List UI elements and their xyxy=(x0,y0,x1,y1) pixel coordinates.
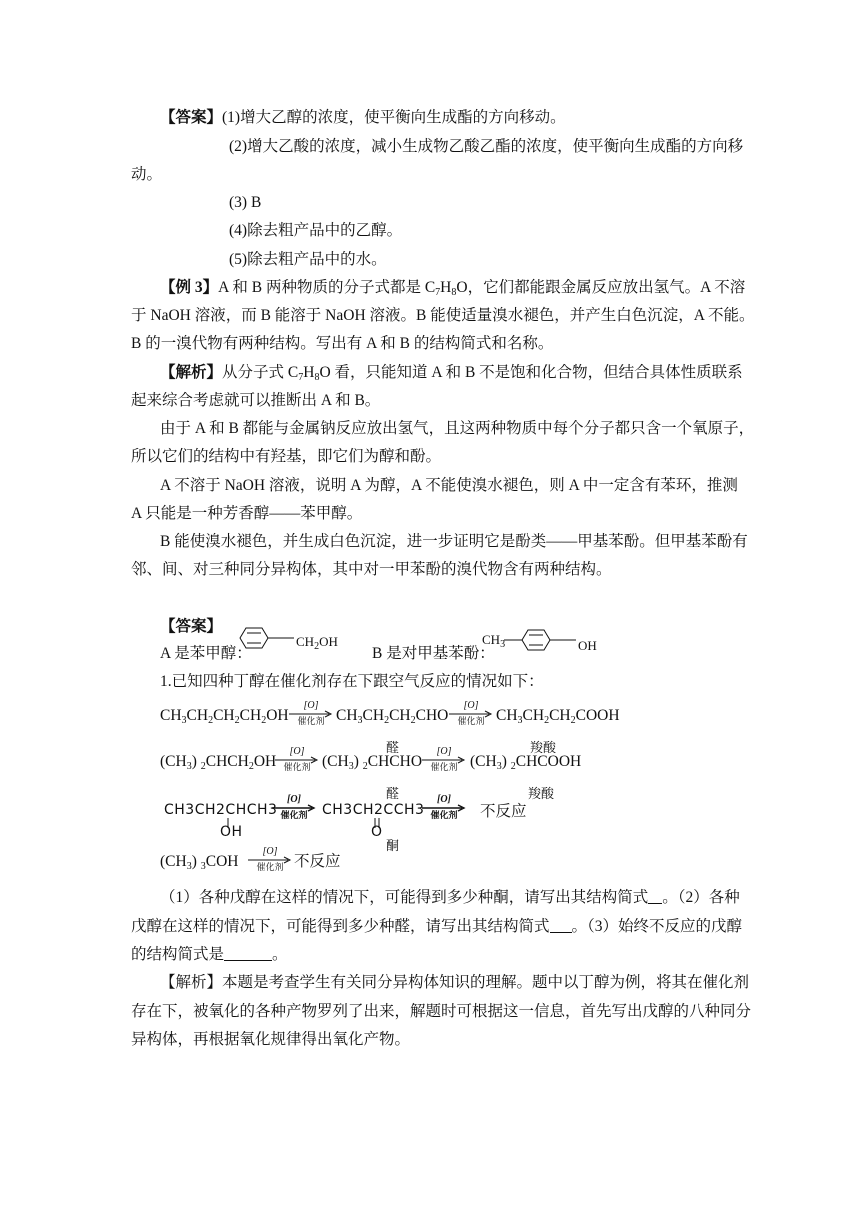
question-line1 xyxy=(160,888,740,908)
answer2-a-label: A 是苯甲醇： xyxy=(160,645,252,662)
group-text: CH xyxy=(482,632,501,647)
formula: $(CH_3)$ $_3$COH xyxy=(160,853,239,872)
reaction-arrow xyxy=(272,794,316,822)
formula: $CH_3CH_2CH_2CHO$ xyxy=(336,707,449,726)
subscript: 7 xyxy=(298,372,304,383)
analysis1-text1a: 从分子式 C xyxy=(222,364,299,381)
toluene-ring-icon xyxy=(504,628,584,658)
analysis1-p4-line2: 邻、间、对三种同分异构体，其中对一甲苯酚的溴代物含有两种结构。 xyxy=(131,561,612,578)
analysis1-line1 xyxy=(160,363,743,388)
arrow-catalyst: 催化剂 xyxy=(283,762,311,772)
analysis2-text1: 本题是考查学生有关同分异构体知识的理解。题中以丁醇为例，将其在催化剂 xyxy=(222,974,750,991)
question-text: 戊醇在这样的情况下，可能得到多少种醛，请写出其结构简式 xyxy=(131,918,550,935)
benzene-ring-icon xyxy=(236,624,296,654)
r2-reactant xyxy=(160,752,276,777)
arrow-catalyst: 催化剂 xyxy=(430,810,458,820)
question-text: 的结构简式是 xyxy=(131,946,225,963)
analysis2-line3: 异构体，再根据氧化规律得出氧化产物。 xyxy=(131,1031,411,1048)
analysis1-text1c: O 看，只能知道 A 和 B 不是饱和化合物，但结合具体性质联系 xyxy=(319,364,743,381)
hydroxyl-group: OH xyxy=(578,638,597,653)
example3-line2: 于 NaOH 溶液，而 B 能溶于 NaOH 溶液。B 能使适量溴水褪色，并产生白色沉淀，A 不能。 xyxy=(131,307,755,324)
r3-reactant: CH3CH2CHCH3 xyxy=(164,802,278,818)
arrow-catalyst: 催化剂 xyxy=(430,762,458,772)
answer-label: 【答案】 xyxy=(160,109,223,126)
reaction-arrow xyxy=(422,794,466,822)
answer1-line2b: 动。 xyxy=(131,166,163,183)
example-label: 【例 3】 xyxy=(160,279,219,296)
subscript: 8 xyxy=(314,372,320,383)
arrow-oxidant: [O] xyxy=(262,846,278,857)
analysis2-line2: 存在下，被氧化的各种产物罗列了出来，解题时可根据这一信息，首先写出戊醇的八种同分 xyxy=(131,1003,752,1020)
analysis-label: 【解析】 xyxy=(160,974,223,991)
r2-acid-label: 羧酸 xyxy=(530,740,557,755)
answer-blank[interactable] xyxy=(224,946,272,961)
r4-reactant xyxy=(160,852,238,877)
r2-aldehyde-label: 醛 xyxy=(386,740,400,755)
arrow-catalyst: 催化剂 xyxy=(297,716,325,726)
answer2-label: 【答案】 xyxy=(160,618,223,635)
answer1-text1: (1)增大乙醇的浓度，使平衡向生成酯的方向移动。 xyxy=(222,109,566,126)
subscript: 2 xyxy=(314,641,320,652)
reaction-arrow xyxy=(248,846,292,874)
analysis1-p3-line1: A 不溶于 NaOH 溶液，说明 A 为醇，A 不能使溴水褪色，则 A 中一定含有苯环，推测 xyxy=(160,477,738,494)
r1-product1 xyxy=(336,706,448,731)
answer1-line4: (4)除去粗产品中的乙醇。 xyxy=(229,222,403,239)
r3-no-reaction: 不反应 xyxy=(480,803,527,820)
answer1-line3: (3) B xyxy=(229,194,262,211)
benzyl-group xyxy=(296,634,338,655)
arrow-oxidant: [O] xyxy=(289,746,305,757)
r1-product2 xyxy=(496,706,620,731)
r3-ketone-o: O xyxy=(371,824,383,840)
analysis1-p2-line2: 所以它们的结构中有羟基，即它们为醇和酚。 xyxy=(131,448,442,465)
arrow-oxidant: [O] xyxy=(463,700,479,711)
question-text: （1）各种戊醇在这样的情况下，可能得到多少种酮，请写出其结构简式 xyxy=(160,889,649,906)
group-text: CH xyxy=(296,634,315,649)
analysis1-text1b: H xyxy=(303,364,315,381)
question-line3 xyxy=(131,945,288,965)
answer-blank[interactable] xyxy=(648,889,662,904)
example3-text1b: H xyxy=(440,279,452,296)
formula: $(CH_3)$ $_2$CHCHO xyxy=(322,753,423,772)
r2-product1 xyxy=(322,752,422,777)
question-text: 。（2）各种 xyxy=(662,889,740,906)
analysis1-p2-line1: 由于 A 和 B 都能与金属钠反应放出氢气，且这两种物质中每个分子都只含一个氧原子， xyxy=(160,420,755,437)
r1-reactant xyxy=(160,706,289,731)
formula: $(CH_3)$ $_2CHCH_2OH$ xyxy=(160,753,277,772)
answer1-line1 xyxy=(160,108,566,128)
r3-acid-label: 羧酸 xyxy=(528,786,555,801)
r3-reactant-oh: OH xyxy=(220,824,243,840)
question1-intro: 1.已知四种丁醇在催化剂存在下跟空气反应的情况如下： xyxy=(160,673,544,690)
arrow-catalyst: 催化剂 xyxy=(256,862,284,872)
r3-ketone-label: 酮 xyxy=(386,838,400,853)
question-text: 。 xyxy=(272,946,288,963)
r3-ketone: CH3CH2CCH3 xyxy=(322,802,425,818)
example3-text1c: O，它们都能跟金属反应放出氢气。A 不溶 xyxy=(456,279,746,296)
arrow-oxidant: [O] xyxy=(437,794,451,805)
example3-line1 xyxy=(160,278,745,303)
question-line2 xyxy=(131,917,742,937)
arrow-oxidant: [O] xyxy=(436,746,452,757)
group-text: OH xyxy=(319,634,338,649)
example3-line3: B 的一溴代物有两种结构。写出有 A 和 B 的结构简式和名称。 xyxy=(131,335,554,352)
analysis1-line2: 起来综合考虑就可以推断出 A 和 B。 xyxy=(131,392,381,409)
r2-product2 xyxy=(470,752,581,777)
answer1-line2: (2)增大乙酸的浓度，减小生成物乙酸乙酯的浓度，使平衡向生成酯的方向移 xyxy=(229,138,744,155)
analysis1-p3-line2: A 只能是一种芳香醇——苯甲醇。 xyxy=(131,505,363,522)
formula: $(CH_3)$ $_2$CHCOOH xyxy=(470,753,582,772)
r3-aldehyde-label: 醛 xyxy=(386,786,400,801)
arrow-catalyst: 催化剂 xyxy=(457,716,485,726)
example3-text1a: A 和 B 两种物质的分子式都是 C xyxy=(218,279,436,296)
analysis-label: 【解析】 xyxy=(160,364,223,381)
answer1-line5: (5)除去粗产品中的水。 xyxy=(229,251,387,268)
analysis2-line1 xyxy=(160,973,749,993)
subscript: 8 xyxy=(451,287,457,298)
analysis1-p4-line1: B 能使溴水褪色，并生成白色沉淀，进一步证明它是酚类——甲基苯酚。但甲基苯酚有 xyxy=(160,533,748,550)
r4-no-reaction: 不反应 xyxy=(294,853,341,870)
subscript: 3 xyxy=(500,639,506,650)
arrow-catalyst: 催化剂 xyxy=(280,810,308,820)
reaction-arrow xyxy=(289,700,333,728)
methyl-group xyxy=(482,632,505,653)
reaction-arrow xyxy=(275,746,319,774)
reaction-arrow xyxy=(449,700,493,728)
question-text: 。（3）始终不反应的戊醇 xyxy=(571,918,743,935)
arrow-oxidant: [O] xyxy=(287,794,301,805)
answer-blank[interactable] xyxy=(550,918,572,933)
subscript: 7 xyxy=(435,287,441,298)
formula: $CH_3CH_2CH_2CH_2OH$ xyxy=(160,707,289,726)
reaction-arrow xyxy=(422,746,466,774)
answer2-b-label: B 是对甲基苯酚： xyxy=(372,645,495,662)
arrow-oxidant: [O] xyxy=(303,700,319,711)
formula: $CH_3CH_2CH_2COOH$ xyxy=(496,707,620,726)
